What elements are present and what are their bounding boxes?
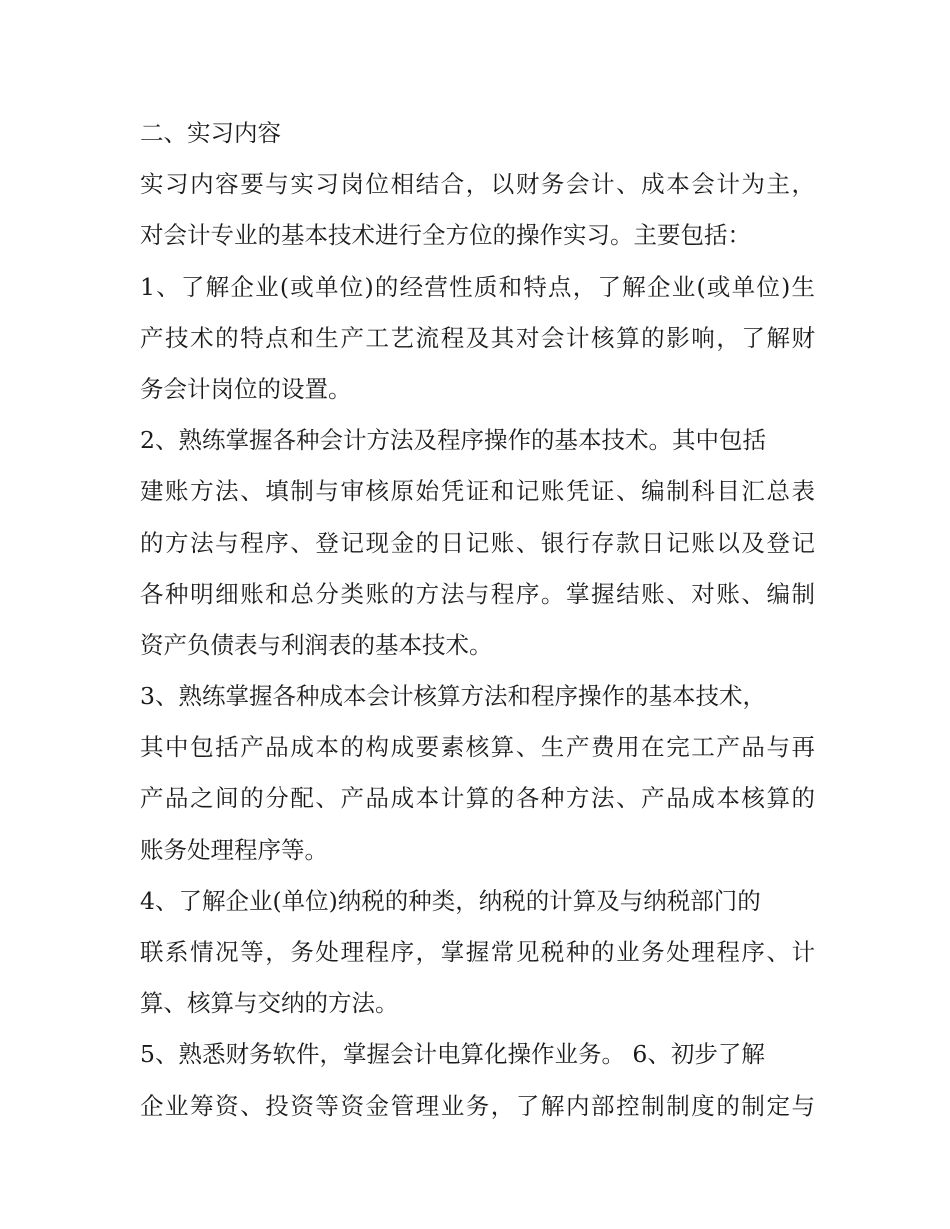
paragraph-line: 建账方法、填制与审核原始凭证和记账凭证、编制科目汇总表 — [140, 477, 815, 506]
paragraph-line: 实习内容要与实习岗位相结合，以财务会计、成本会计为主， — [140, 170, 815, 199]
paragraph-line: 其中包括产品成本的构成要素核算、生产费用在完工产品与再 — [140, 733, 815, 762]
paragraph-line: 2、熟练掌握各种会计方法及程序操作的基本技术。其中包括 — [140, 426, 766, 455]
paragraph-line: 联系情况等，务处理程序，掌握常见税种的业务处理程序、计 — [140, 938, 815, 966]
paragraph-line: 产品之间的分配、产品成本计算的各种方法、产品成本核算的 — [140, 784, 815, 813]
paragraph-line: 的方法与程序、登记现金的日记账、银行存款日记账以及登记 — [140, 528, 815, 557]
document-body — [140, 108, 815, 1132]
paragraph-line: 1、了解企业(或单位)的经营性质和特点，了解企业(或单位)生 — [140, 272, 815, 301]
paragraph-line: 账务处理程序等。 — [140, 835, 328, 864]
paragraph-line: 产技术的特点和生产工艺流程及其对会计核算的影响，了解财 — [140, 323, 815, 352]
paragraph-line: 5、熟悉财务软件，掌握会计电算化操作业务。 6、初步了解 — [140, 1040, 765, 1069]
paragraph-line: 企业筹资、投资等资金管理业务，了解内部控制制度的制定与 — [140, 1091, 815, 1120]
paragraph-line: 4、了解企业(单位)纳税的种类，纳税的计算及与纳税部门的 — [140, 886, 761, 915]
paragraph-line: 各种明细账和总分类账的方法与程序。掌握结账、对账、编制 — [140, 579, 815, 608]
paragraph-line: 算、核算与交纳的方法。 — [140, 989, 399, 1018]
paragraph-line: 务会计岗位的设置。 — [140, 374, 352, 403]
section-heading: 二、实习内容 — [140, 119, 281, 147]
paragraph-line: 资产负债表与利润表的基本技术。 — [140, 630, 493, 659]
paragraph-line: 对会计专业的基本技术进行全方位的操作实习。主要包括： — [140, 221, 751, 250]
paragraph-line: 3、熟练掌握各种成本会计核算方法和程序操作的基本技术， — [140, 682, 766, 711]
